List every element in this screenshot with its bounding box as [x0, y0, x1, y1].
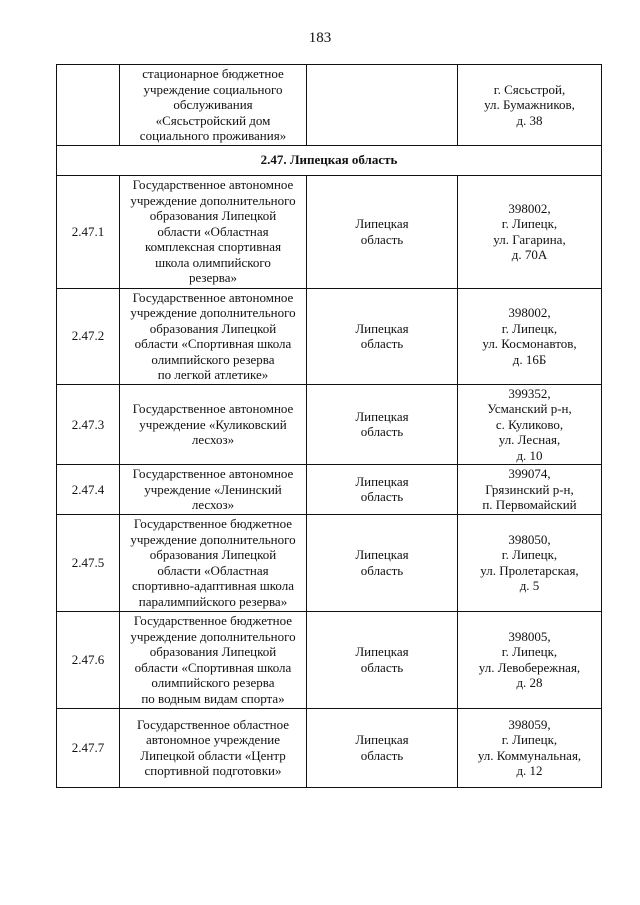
region-cell: Липецкая область: [307, 708, 458, 787]
address-cell: 398005, г. Липецк, ул. Левобережная, д. 28: [458, 611, 602, 708]
institution-name-cell: Государственное автономное учреждение «Ленинский лесхоз»: [120, 465, 307, 515]
table-row: [57, 175, 602, 288]
address-cell: 398002, г. Липецк, ул. Космонавтов, д. 16Б: [458, 288, 602, 384]
region-cell: [307, 65, 458, 146]
address-cell: 398059, г. Липецк, ул. Коммунальная, д. 12: [458, 708, 602, 787]
row-number-cell: 2.47.7: [57, 708, 120, 787]
table-row: [57, 384, 602, 465]
institutions-table: [56, 64, 602, 788]
address-cell: г. Сясьстрой, ул. Бумажников, д. 38: [458, 65, 602, 146]
table-row: [57, 514, 602, 611]
table-row: [57, 708, 602, 787]
address-cell: 399352, Усманский р-н, с. Куликово, ул. Лесная, д. 10: [458, 384, 602, 465]
institution-name-cell: Государственное областное автономное учреждение Липецкой области «Центр спортивной подготовки»: [120, 708, 307, 787]
row-number-cell: [57, 65, 120, 146]
table-row: [57, 65, 602, 146]
table-row: [57, 288, 602, 384]
region-cell: Липецкая область: [307, 288, 458, 384]
row-number-cell: 2.47.4: [57, 465, 120, 515]
row-number-cell: 2.47.5: [57, 514, 120, 611]
institution-name-cell: Государственное автономное учреждение дополнительного образования Липецкой области «Областная комплексная спортивная школа олимпийского резерва»: [120, 175, 307, 288]
region-cell: Липецкая область: [307, 611, 458, 708]
address-cell: 398002, г. Липецк, ул. Гагарина, д. 70А: [458, 175, 602, 288]
institution-name-cell: Государственное автономное учреждение дополнительного образования Липецкой области «Спортивная школа олимпийского резерва по легкой атлетике»: [120, 288, 307, 384]
table-row: [57, 611, 602, 708]
address-cell: 399074, Грязинский р-н, п. Первомайский: [458, 465, 602, 515]
row-number-cell: 2.47.3: [57, 384, 120, 465]
page-number: 183: [308, 30, 332, 46]
address-cell: 398050, г. Липецк, ул. Пролетарская, д. 5: [458, 514, 602, 611]
institution-name-cell: Государственное автономное учреждение «Куликовский лесхоз»: [120, 384, 307, 465]
region-cell: Липецкая область: [307, 175, 458, 288]
region-cell: Липецкая область: [307, 384, 458, 465]
institution-name-cell: Государственное бюджетное учреждение дополнительного образования Липецкой области «Областная спортивно-адаптивная школа паралимпийского резерва»: [120, 514, 307, 611]
region-cell: Липецкая область: [307, 465, 458, 515]
row-number-cell: 2.47.1: [57, 175, 120, 288]
institution-name-cell: Государственное бюджетное учреждение дополнительного образования Липецкой области «Спортивная школа олимпийского резерва по водным видам спорта»: [120, 611, 307, 708]
section-title: 2.47. Липецкая область: [57, 145, 602, 175]
row-number-cell: 2.47.6: [57, 611, 120, 708]
section-header-row: [57, 145, 602, 175]
institution-name-cell: стационарное бюджетное учреждение социального обслуживания «Сясьстройский дом социального проживания»: [120, 65, 307, 146]
table-row: [57, 465, 602, 515]
row-number-cell: 2.47.2: [57, 288, 120, 384]
region-cell: Липецкая область: [307, 514, 458, 611]
